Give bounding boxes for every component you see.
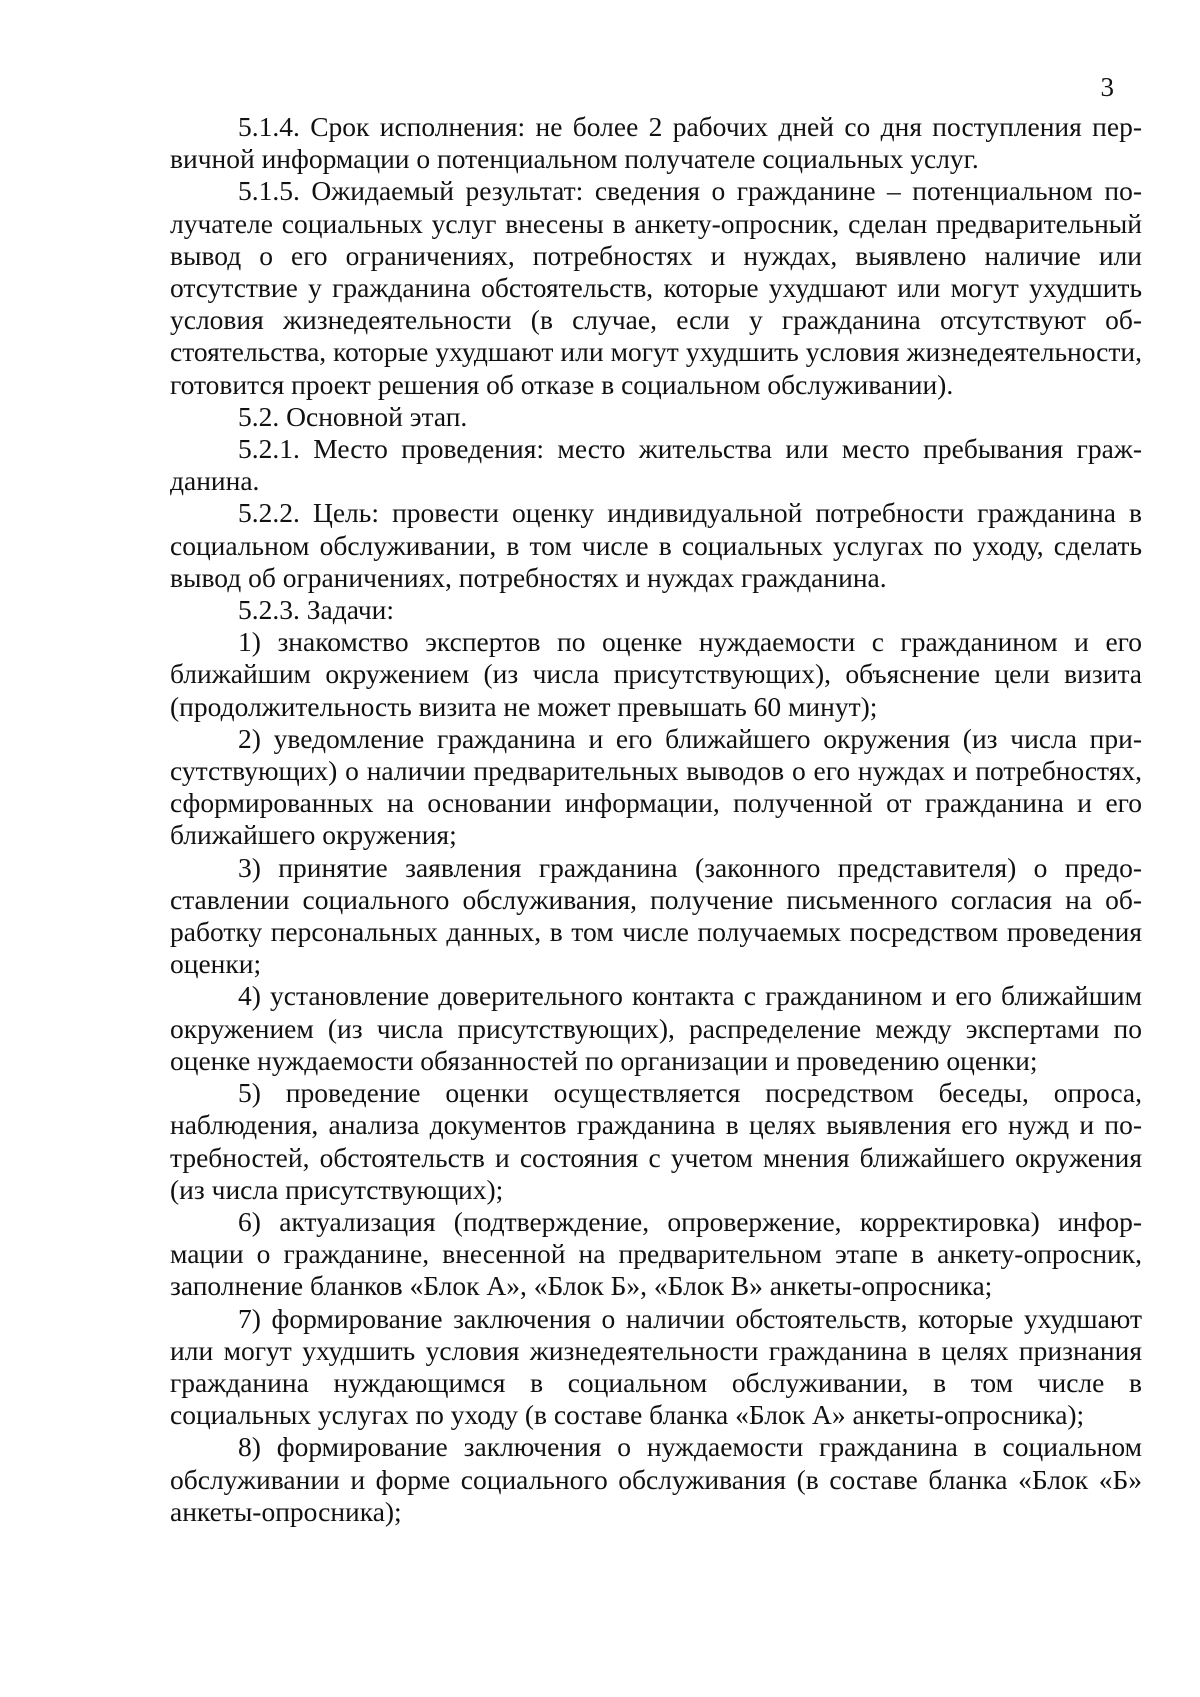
task-item-5: 5) проведение оценки осуществляется посредством беседы, опроса, наблюдения, анализа документов гражданина в целях выявления его нужд и потребностей, обстоятельств и состояния с учетом мнения ближайшего окружения (из числа присутствующих); xyxy=(170,1077,1142,1205)
task-item-8: 8) формирование заключения о нуждаемости гражданина в социальном обслуживании и форме социального обслуживания (в составе бланка «Блок «Б» анкеты-опросника); xyxy=(170,1431,1142,1527)
paragraph-5-1-5: 5.1.5. Ожидаемый результат: сведения о гражданине – потенциальном получателе социальных услуг внесены в анкету-опросник, сделан предварительный вывод о его ограничениях, потребностях и нуждах, выявлено наличие или отсутствие у гражданина обстоятельств, которые ухудшают или могут ухудшить условия жизнедеятельности (в случае, если у гражданина отсутствуют обстоятельства, которые ухудшают или могут ухудшить условия жизнедеятельности, готовится проект решения об отказе в социальном обслуживании). xyxy=(170,175,1142,400)
paragraph-5-2-3: 5.2.3. Задачи: xyxy=(238,594,395,626)
paragraph-5-1-4: 5.1.4. Срок исполнения: не более 2 рабочих дней со дня поступления первичной информации о потенциальном получателе социальных услуг. xyxy=(170,111,1142,175)
paragraph-5-2: 5.2. Основной этап. xyxy=(238,400,468,432)
page-number: 3 xyxy=(1100,72,1114,102)
task-item-1: 1) знакомство экспертов по оценке нуждаемости с гражданином и его ближайшим окружением (из числа присутствующих), объяснение цели визита (продолжительность визита не может превышать 60 минут); xyxy=(170,626,1142,722)
document-body xyxy=(170,111,1142,1528)
paragraph-5-2-1: 5.2.1. Место проведения: место жительства или место пребывания гражданина. xyxy=(170,433,1142,497)
paragraph-5-2-2: 5.2.2. Цель: провести оценку индивидуальной потребности гражданина в социальном обслуживании, в том числе в социальных услугах по уходу, сделать вывод об ограничениях, потребностях и нуждах гражданина. xyxy=(170,497,1142,593)
task-item-3: 3) принятие заявления гражданина (законного представителя) о предоставлении социального обслуживания, получение письменного согласия на обработку персональных данных, в том числе получаемых посредством проведения оценки; xyxy=(170,851,1142,980)
task-item-4: 4) установление доверительного контакта с гражданином и его ближайшим окружением (из числа присутствующих), распределение между экспертами по оценке нуждаемости обязанностей по организации и проведению оценки; xyxy=(170,980,1142,1076)
task-item-2: 2) уведомление гражданина и его ближайшего окружения (из числа присутствующих) о наличии предварительных выводов о его нуждах и потребностях, сформированных на основании информации, полученной от гражданина и его ближайшего окружения; xyxy=(170,722,1142,851)
task-item-6: 6) актуализация (подтверждение, опровержение, корректировка) информации о гражданине, внесенной на предварительном этапе в анкету-опросник, заполнение бланков «Блок А», «Блок Б», «Блок В» анкеты-опросника; xyxy=(170,1205,1142,1302)
task-item-7: 7) формирование заключения о наличии обстоятельств, которые ухудшают или могут ухудшить условия жизнедеятельности гражданина в целях признания гражданина нуждающимся в социальном обслуживании, в том числе в социальных услугах по уходу (в составе бланка «Блок А» анкеты-опросника); xyxy=(170,1302,1142,1431)
